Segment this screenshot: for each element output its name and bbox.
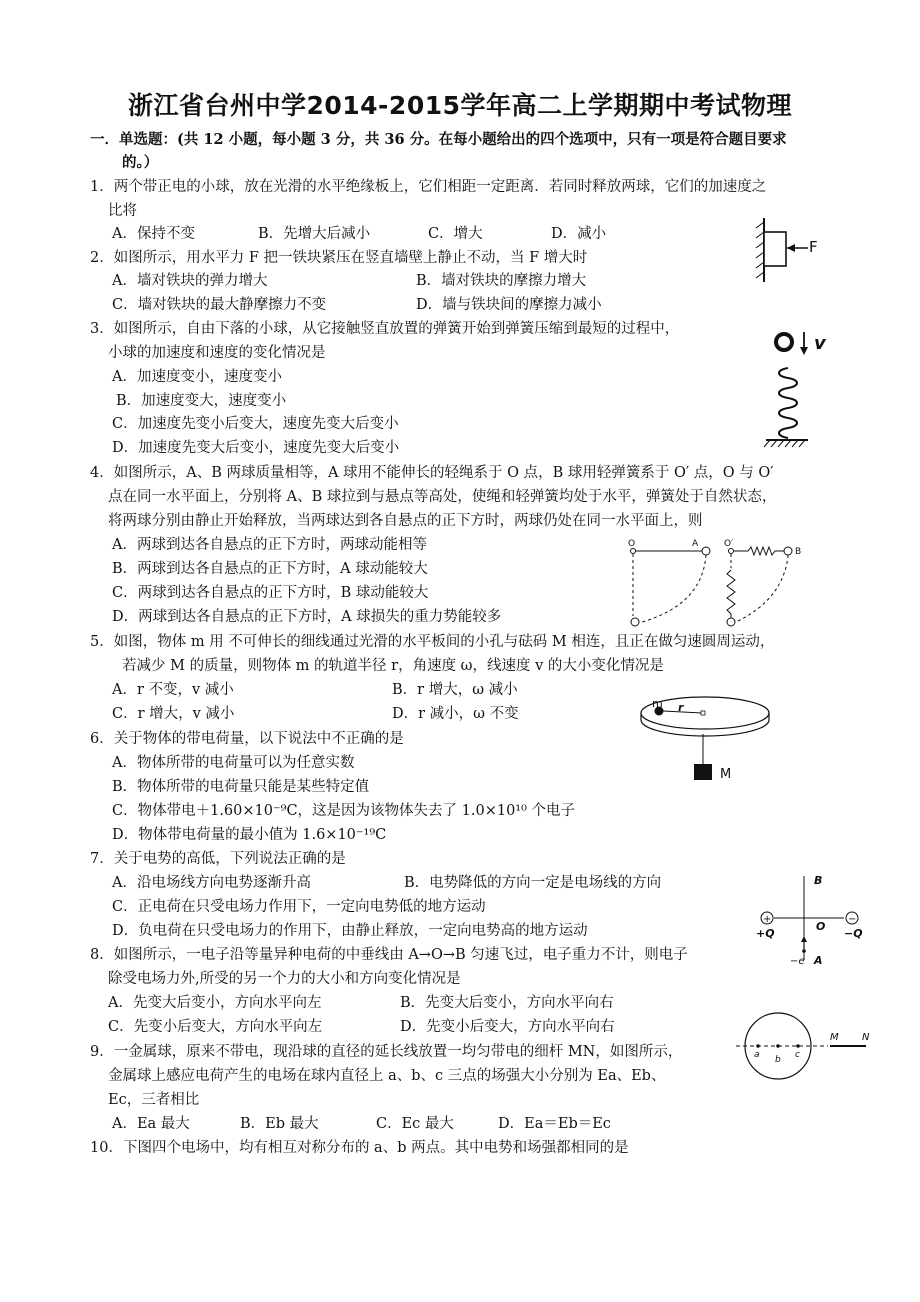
- q6-stem: 6．关于物体的带电荷量，以下说法中不正确的是: [90, 731, 404, 747]
- svg-text:M: M: [720, 767, 732, 782]
- q9-stem: 9．一金属球，原来不带电，现沿球的直径的延长线放置一均匀带电的细杆 MN，如图所示，: [90, 1044, 683, 1060]
- q10-stem: 10．下图四个电场中，均有相互对称分布的 a、b 两点。其中电势和场强都相同的是: [90, 1140, 629, 1156]
- wall-block-figure: [752, 214, 822, 286]
- section-heading: 一．单选题：(共 12 小题，每小题 3 分，共 36 分。在每小题给出的四个选项中，只有一项是符合题目要求: [90, 131, 787, 148]
- section-heading-cont: 的。）: [122, 154, 159, 171]
- q4-option-c: C．两球到达各自悬点的正下方时，B 球动能较大: [112, 585, 429, 601]
- q8-option-a: A．先变大后变小，方向水平向左: [108, 995, 322, 1011]
- q2-option-d: D．墙与铁块间的摩擦力减小: [416, 297, 602, 313]
- q3-option-a: A．加速度变小，速度变小: [112, 369, 282, 385]
- q8-stem-cont: 除受电场力外,所受的另一个力的大小和方向变化情况是: [108, 971, 461, 987]
- q8-option-d: D．先变小后变大，方向水平向右: [400, 1019, 615, 1035]
- q1-option-c: C．增大: [428, 226, 483, 242]
- pendulum-spring-figure: [620, 536, 810, 634]
- q3-stem-cont: 小球的加速度和速度的变化情况是: [108, 345, 326, 361]
- q3-option-c: C．加速度先变小后变大，速度先变大后变小: [112, 416, 399, 432]
- q9-stem-cont2: Ec，三者相比: [108, 1092, 200, 1108]
- q7-stem: 7．关于电势的高低，下列说法正确的是: [90, 851, 346, 867]
- q7-option-b: B．电势降低的方向一定是电场线的方向: [404, 875, 662, 891]
- q1-option-d: D．减小: [551, 226, 607, 242]
- q1-stem-cont: 比将: [108, 203, 137, 219]
- svg-text:m: m: [652, 697, 663, 710]
- q4-stem-cont2: 将两球分别由静止开始释放，当两球达到各自悬点的正下方时，两球仍处在同一水平面上，则: [108, 513, 703, 529]
- spring-ball-figure: [762, 324, 842, 454]
- svg-text:A: A: [692, 539, 699, 549]
- q4-option-b: B．两球到达各自悬点的正下方时，A 球动能较大: [112, 561, 428, 577]
- svg-text:O: O: [816, 920, 826, 933]
- force-label: F: [809, 238, 818, 256]
- q9-option-c: C．Ec 最大: [376, 1116, 454, 1132]
- svg-text:−Q: −Q: [844, 927, 863, 940]
- dipole-figure: [752, 870, 872, 970]
- svg-text:b: b: [775, 1055, 781, 1065]
- q1-option-b: B．先增大后减小: [258, 226, 371, 242]
- metal-sphere-figure: [736, 1012, 886, 1088]
- q5-option-b: B．r 增大，ω 减小: [392, 682, 518, 698]
- q7-option-c: C．正电荷在只受电场力作用下，一定向电势低的地方运动: [112, 899, 486, 915]
- q4-stem: 4．如图所示，A、B 两球质量相等，A 球用不能伸长的轻绳系于 O 点，B 球用轻弹簧系于 O′ 点，O 与 O′: [90, 465, 774, 481]
- svg-text:N: N: [862, 1032, 870, 1043]
- svg-text:+: +: [763, 914, 772, 925]
- q7-option-a: A．沿电场线方向电势逐渐升高: [112, 875, 311, 891]
- q5-option-d: D．r 减小，ω 不变: [392, 706, 519, 722]
- q8-option-b: B．先变大后变小，方向水平向右: [400, 995, 614, 1011]
- q9-option-d: D．Ea＝Eb＝Ec: [498, 1116, 611, 1132]
- q6-option-c: C．物体带电＋1.60×10⁻⁹C，这是因为该物体失去了 1.0×10¹⁰ 个电子: [112, 803, 576, 819]
- q5-option-c: C．r 增大，v 减小: [112, 706, 235, 722]
- q2-stem: 2．如图所示，用水平力 F 把一铁块紧压在竖直墙壁上静止不动，当 F 增大时: [90, 250, 588, 266]
- q1-stem: 1．两个带正电的小球，放在光滑的水平绝缘板上，它们相距一定距离．若同时释放两球，它们的加速度之: [90, 179, 767, 195]
- svg-text:−: −: [848, 914, 857, 925]
- q5-option-a: A．r 不变，v 减小: [112, 682, 234, 698]
- svg-text:−e: −e: [790, 956, 805, 967]
- circular-motion-figure: [630, 686, 780, 786]
- q3-stem: 3．如图所示，自由下落的小球，从它接触竖直放置的弹簧开始到弹簧压缩到最短的过程中，: [90, 321, 680, 337]
- velocity-label: v: [814, 333, 826, 354]
- svg-text:O: O: [628, 539, 636, 549]
- q5-stem: 5．如图，物体 m 用 不可伸长的细线通过光滑的水平板间的小孔与砝码 M 相连，且正在做匀速圆周运动，: [90, 634, 775, 650]
- svg-text:B: B: [795, 547, 802, 557]
- q7-option-d: D．负电荷在只受电场力的作用下，由静止释放，一定向电势高的地方运动: [112, 923, 588, 939]
- svg-text:B: B: [814, 874, 823, 887]
- svg-text:M: M: [830, 1032, 839, 1043]
- q8-option-c: C．先变小后变大，方向水平向左: [108, 1019, 323, 1035]
- q9-option-b: B．Eb 最大: [240, 1116, 319, 1132]
- svg-text:+Q: +Q: [756, 927, 775, 940]
- q1-option-a: A．保持不变: [112, 226, 195, 242]
- q4-option-d: D．两球到达各自悬点的正下方时，A 球损失的重力势能较多: [112, 609, 502, 625]
- q2-option-a: A．墙对铁块的弹力增大: [112, 273, 268, 289]
- q5-stem-cont: 若减少 M 的质量，则物体 m 的轨道半径 r，角速度 ω，线速度 v 的大小变化情况是: [122, 658, 664, 674]
- svg-text:a: a: [754, 1050, 760, 1060]
- svg-text:c: c: [795, 1050, 800, 1060]
- svg-text:A: A: [814, 954, 823, 967]
- q3-option-d: D．加速度先变大后变小，速度先变大后变小: [112, 440, 400, 456]
- svg-text:O′: O′: [724, 539, 734, 549]
- q6-option-d: D．物体带电荷量的最小值为 1.6×10⁻¹⁹C: [112, 827, 387, 843]
- q6-option-a: A．物体所带的电荷量可以为任意实数: [112, 755, 355, 771]
- q3-option-b: B．加速度变大，速度变小: [116, 393, 287, 409]
- svg-text:r: r: [678, 701, 684, 714]
- q4-stem-cont: 点在同一水平面上，分别将 A、B 球拉到与悬点等高处，使绳和轻弹簧均处于水平，弹簧处于自然状态，: [108, 489, 777, 505]
- q2-option-b: B．墙对铁块的摩擦力增大: [416, 273, 587, 289]
- q2-option-c: C．墙对铁块的最大静摩擦力不变: [112, 297, 327, 313]
- q6-option-b: B．物体所带的电荷量只能是某些特定值: [112, 779, 370, 795]
- q8-stem: 8．如图所示，一电子沿等量异种电荷的中垂线由 A→O→B 匀速飞过，电子重力不计，则电子: [90, 947, 688, 963]
- page-title: 浙江省台州中学2014-2015学年高二上学期期中考试物理: [127, 91, 793, 120]
- q9-option-a: A．Ea 最大: [112, 1116, 190, 1132]
- q9-stem-cont: 金属球上感应电荷产生的电场在球内直径上 a、b、c 三点的场强大小分别为 Ea、Eb、: [108, 1068, 666, 1084]
- q4-option-a: A．两球到达各自悬点的正下方时，两球动能相等: [112, 537, 427, 553]
